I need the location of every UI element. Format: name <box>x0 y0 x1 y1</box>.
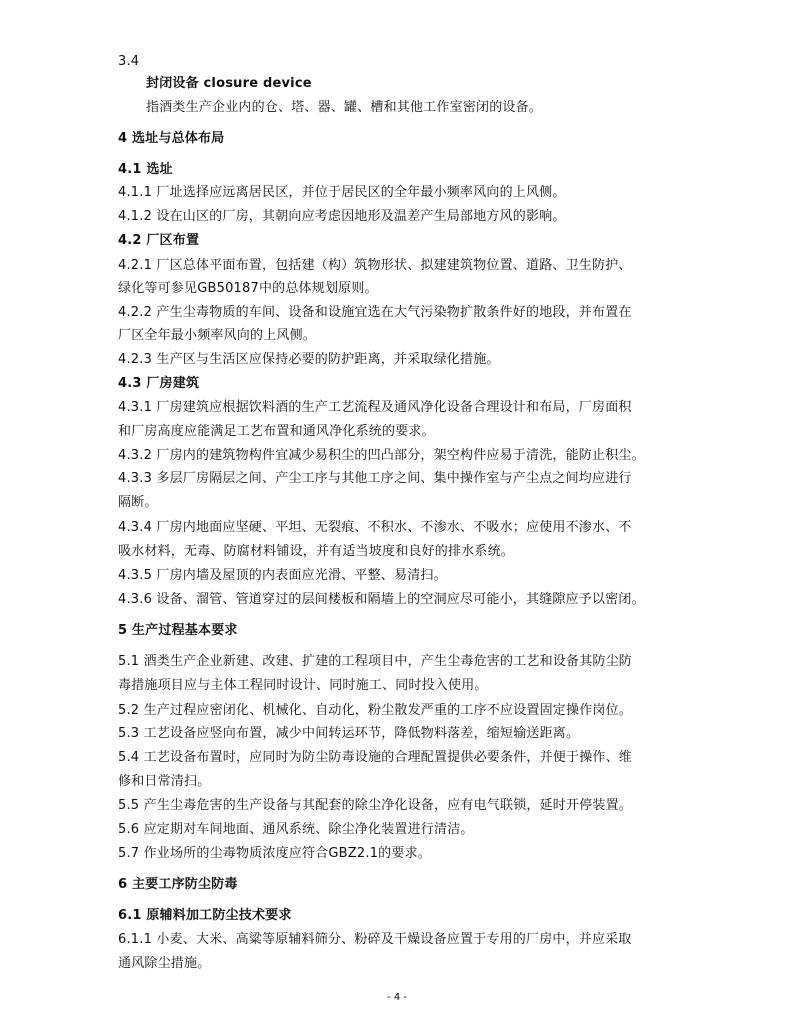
clause-4-3-4-cont: 吸水材料，无毒、防腐材料铺设，并有适当坡度和良好的排水系统。 <box>118 544 515 559</box>
clause-5-1-cont: 毒措施项目应与主体工程同时设计、同时施工、同时投入使用。 <box>118 678 488 693</box>
section-heading-5: 5 生产过程基本要求 <box>118 623 238 638</box>
section-heading-4: 4 选址与总体布局 <box>118 131 225 146</box>
clause-4-2-3: 4.2.3 生产区与生活区应保持必要的防护距离，并采取绿化措施。 <box>118 352 500 367</box>
subsection-heading-6-1: 6.1 原辅料加工防尘技术要求 <box>118 908 292 923</box>
page-number: - 4 - <box>387 992 407 1003</box>
clause-5-4: 5.4 工艺设备布置时，应同时为防尘防毒设施的合理配置提供必要条件，并便于操作、维 <box>118 750 633 765</box>
clause-5-3: 5.3 工艺设备应竖向布置，减少中间转运环节，降低物料落差，缩短输送距离。 <box>118 726 580 741</box>
clause-4-1-2: 4.1.2 设在山区的厂房，其朝向应考虑因地形及温差产生局部地方风的影响。 <box>118 209 566 224</box>
clause-6-1-1: 6.1.1 小麦、大米、高粱等原辅料筛分、粉碎及干燥设备应置于专用的厂房中，并应采取 <box>118 932 632 947</box>
clause-4-3-3-cont: 隔断。 <box>118 495 158 510</box>
clause-5-5: 5.5 产生尘毒危害的生产设备与其配套的除尘净化设备，应有电气联锁，延时开停装置。 <box>118 798 633 813</box>
clause-5-2: 5.2 生产过程应密闭化、机械化、自动化，粉尘散发严重的工序不应设置固定操作岗位。 <box>118 703 633 718</box>
term-definition: 指酒类生产企业内的仓、塔、器、罐、槽和其他工作室密闭的设备。 <box>146 100 543 115</box>
clause-4-3-4: 4.3.4 厂房内地面应坚硬、平坦、无裂痕、不积水、不渗水、不吸水；应使用不渗水、不 <box>118 520 632 535</box>
clause-4-3-1: 4.3.1 厂房建筑应根据饮料酒的生产工艺流程及通风净化设备合理设计和布局，厂房面积 <box>118 400 632 415</box>
subsection-heading-4-3: 4.3 厂房建筑 <box>118 376 200 391</box>
clause-4-2-1: 4.2.1 厂区总体平面布置，包括建（构）筑物形状、拟建建筑物位置、道路、卫生防护、 <box>118 258 632 273</box>
clause-4-3-5: 4.3.5 厂房内墙及屋顶的内表面应光滑、平整、易清扫。 <box>118 568 447 583</box>
subsection-heading-4-2: 4.2 厂区布置 <box>118 233 200 248</box>
clause-4-3-6: 4.3.6 设备、溜管、管道穿过的层间楼板和隔墙上的空洞应尽可能小，其缝隙应予以密闭。 <box>118 592 645 607</box>
clause-4-2-2: 4.2.2 产生尘毒物质的车间、设备和设施宜选在大气污染物扩散条件好的地段，并布置在 <box>118 305 632 320</box>
clause-5-6: 5.6 应定期对车间地面、通风系统、除尘净化装置进行清洁。 <box>118 822 474 837</box>
clause-5-4-cont: 修和日常清扫。 <box>118 774 211 789</box>
clause-5-7: 5.7 作业场所的尘毒物质浓度应符合GBZ2.1的要求。 <box>118 846 431 861</box>
clause-4-1-1: 4.1.1 厂址选择应远离居民区，并位于居民区的全年最小频率风向的上风侧。 <box>118 185 566 200</box>
clause-5-1: 5.1 酒类生产企业新建、改建、扩建的工程项目中，产生尘毒危害的工艺和设备其防尘防 <box>118 654 633 669</box>
subsection-heading-4-1: 4.1 选址 <box>118 162 173 177</box>
section-heading-6: 6 主要工序防尘防毒 <box>118 877 238 892</box>
clause-4-2-1-cont: 绿化等可参见GB50187中的总体规划原则。 <box>118 281 378 296</box>
clause-4-3-2: 4.3.2 厂房内的建筑物构件宜减少易积尘的凹凸部分，架空构件应易于清洗，能防止积尘。 <box>118 448 645 463</box>
clause-6-1-1-cont: 通风除尘措施。 <box>118 956 211 971</box>
term-title: 封闭设备 closure device <box>146 76 312 91</box>
clause-4-3-3: 4.3.3 多层厂房隔层之间、产尘工序与其他工序之间、集中操作室与产尘点之间均应进行 <box>118 471 632 486</box>
clause-4-3-1-cont: 和厂房高度应能满足工艺布置和通风净化系统的要求。 <box>118 424 435 439</box>
clause-4-2-2-cont: 厂区全年最小频率风向的上风侧。 <box>118 328 317 343</box>
term-number: 3.4 <box>118 54 140 69</box>
